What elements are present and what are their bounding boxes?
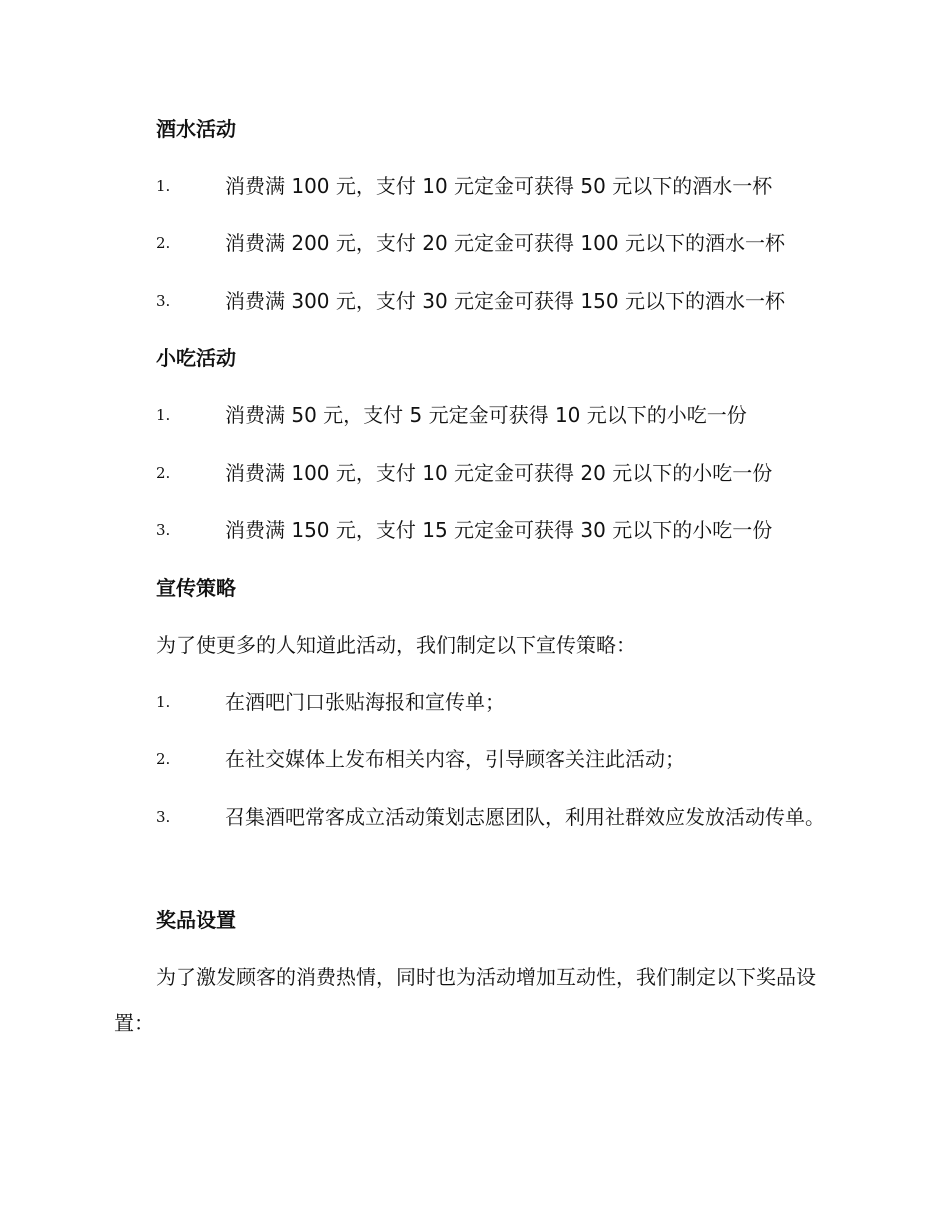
list-item [114, 794, 834, 840]
section-heading-promotion: 宣传策略 [156, 576, 236, 600]
list-number: 2. [156, 234, 171, 252]
list-item-text: 消费满 100 元，支付 10 元定金可获得 20 元以下的小吃一份 [225, 461, 773, 485]
list-number: 2. [156, 464, 171, 482]
list-item-text: 消费满 150 元，支付 15 元定金可获得 30 元以下的小吃一份 [225, 518, 773, 542]
section-heading-snacks: 小吃活动 [156, 346, 236, 370]
list-item-text: 消费满 300 元，支付 30 元定金可获得 150 元以下的酒水一杯 [225, 289, 785, 313]
list-number: 3. [156, 292, 171, 310]
list-item [0, 172, 950, 200]
list-number: 3. [156, 808, 171, 826]
section-intro-paragraph: 为了激发顾客的消费热情，同时也为活动增加互动性，我们制定以下奖品设置： [114, 965, 816, 1035]
list-number: 2. [156, 750, 171, 768]
list-item-text: 消费满 200 元，支付 20 元定金可获得 100 元以下的酒水一杯 [225, 231, 785, 255]
list-item [0, 229, 950, 257]
list-item-text: 在社交媒体上发布相关内容，引导顾客关注此活动； [225, 747, 685, 771]
list-number: 1. [156, 693, 171, 711]
section-heading-prizes: 奖品设置 [156, 908, 236, 932]
list-item-text: 在酒吧门口张贴海报和宣传单； [225, 690, 505, 714]
section-intro-paragraph: 为了使更多的人知道此活动，我们制定以下宣传策略： [156, 633, 636, 657]
list-item-text: 消费满 100 元，支付 10 元定金可获得 50 元以下的酒水一杯 [225, 174, 773, 198]
list-item [0, 745, 950, 773]
list-item-text: 消费满 50 元，支付 5 元定金可获得 10 元以下的小吃一份 [225, 403, 747, 427]
list-item-text: 召集酒吧常客成立活动策划志愿团队，利用社群效应发放活动传单。 [225, 805, 825, 829]
list-item [0, 516, 950, 544]
list-item [0, 401, 950, 429]
list-item [0, 688, 950, 716]
list-number: 1. [156, 406, 171, 424]
list-item [0, 459, 950, 487]
list-number: 1. [156, 177, 171, 195]
list-item [0, 287, 950, 315]
section-heading-drinks: 酒水活动 [156, 117, 236, 141]
list-number: 3. [156, 521, 171, 539]
